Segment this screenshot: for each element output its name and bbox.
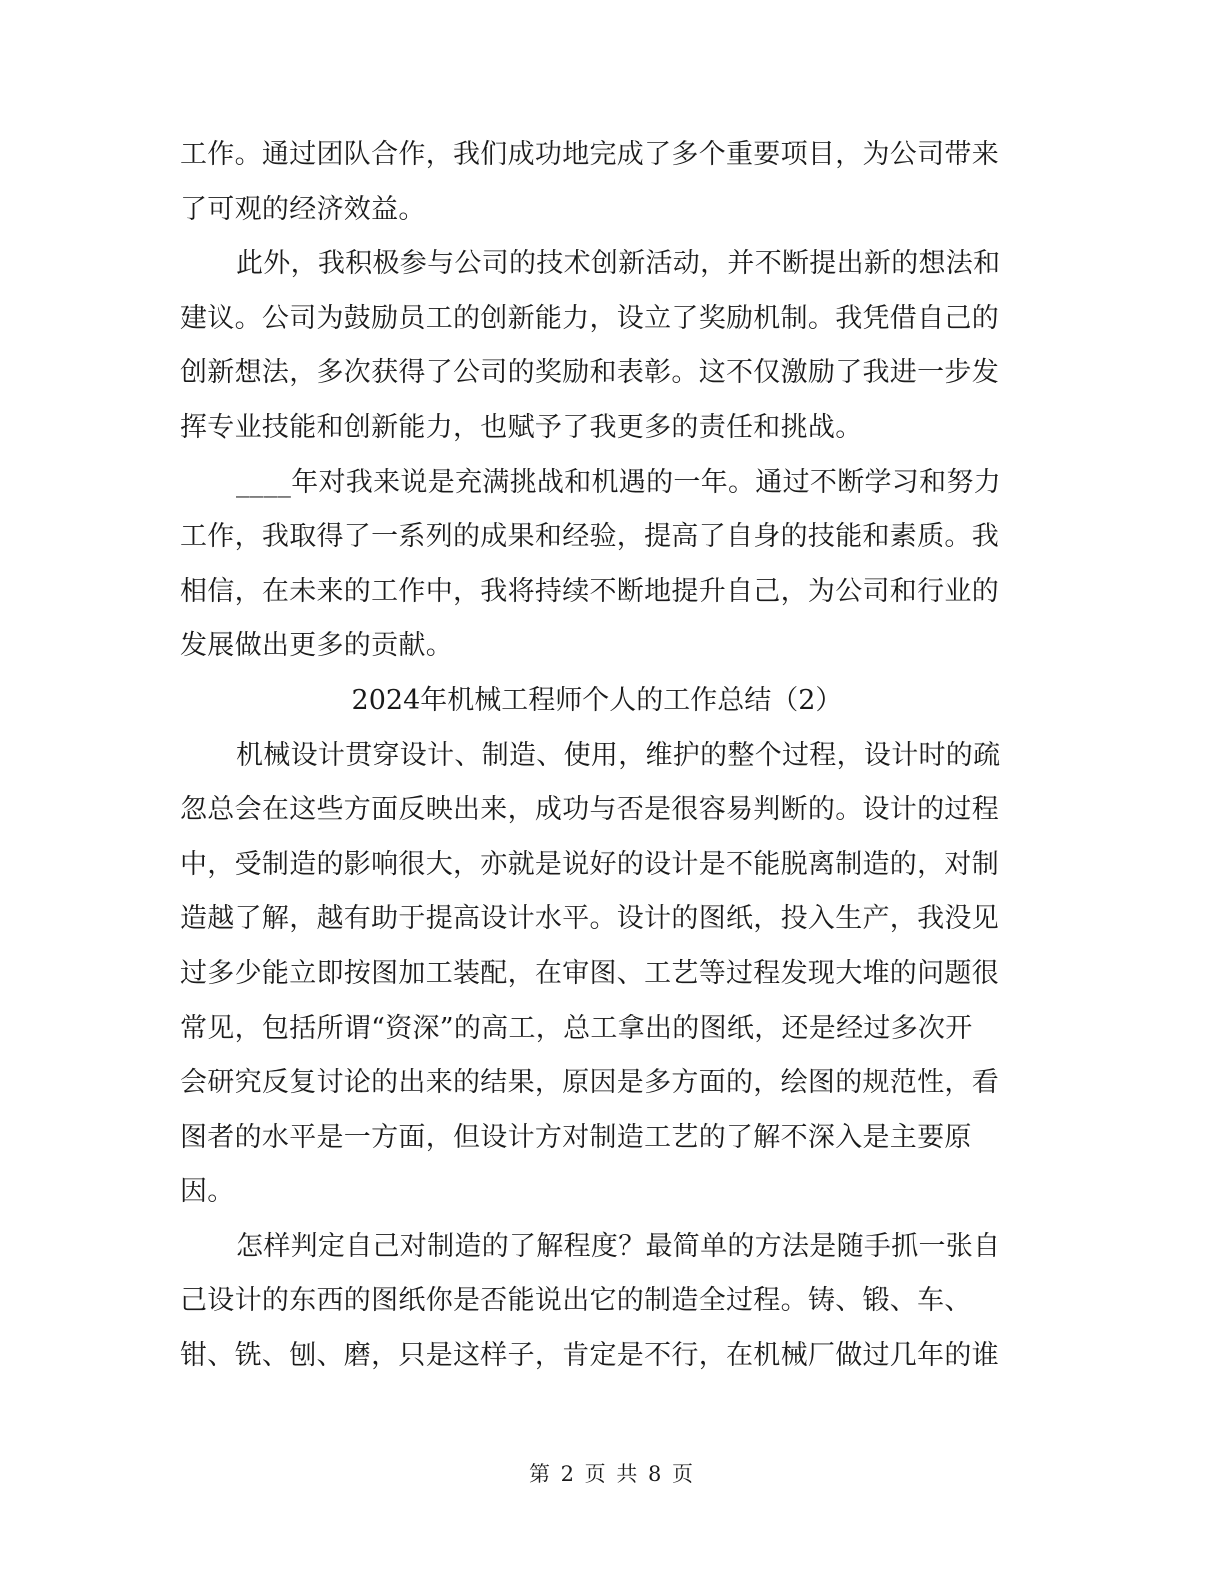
text-line: ____年对我来说是充满挑战和机遇的一年。通过不断学习和努力 [236,466,1001,498]
text-line: 常见，包括所谓“资深”的高工，总工拿出的图纸，还是经过多次开 [180,1012,973,1044]
text-line: 此外，我积极参与公司的技术创新活动，并不断提出新的想法和 [236,248,1001,280]
text-line: 工作，我取得了一系列的成果和经验，提高了自身的技能和素质。我 [180,521,999,553]
paragraph-4 [180,729,1014,1220]
text-line: 发展做出更多的贡献。 [180,630,453,662]
section-heading: 2024年机械工程师个人的工作总结（2） [351,684,843,716]
text-line: 过多少能立即按图加工装配，在审图、工艺等过程发现大堆的问题很 [180,957,999,989]
text-line: 了可观的经济效益。 [180,193,426,225]
page-number-footer: 第 2 页 共 8 页 [528,1462,696,1486]
text-line: 怎样判定自己对制造的了解程度？最简单的方法是随手抓一张自 [236,1230,1001,1262]
text-line: 会研究反复讨论的出来的结果，原因是多方面的，绘图的规范性，看 [180,1067,999,1099]
text-line: 工作。通过团队合作，我们成功地完成了多个重要项目，为公司带来 [180,139,999,170]
text-line: 相信，在未来的工作中，我将持续不断地提升自己，为公司和行业的 [180,575,999,607]
text-line: 因。 [180,1176,235,1208]
text-line: 忽总会在这些方面反映出来，成功与否是很容易判断的。设计的过程 [180,794,999,826]
text-line: 己设计的东西的图纸你是否能说出它的制造全过程。铸、锻、车、 [180,1285,972,1317]
text-line: 机械设计贯穿设计、制造、使用，维护的整个过程，设计时的疏 [236,739,1001,771]
text-line: 造越了解，越有助于提高设计水平。设计的图纸，投入生产，我没见 [180,903,999,935]
text-line: 建议。公司为鼓励员工的创新能力，设立了奖励机制。我凭借自己的 [180,302,999,334]
text-line: 挥专业技能和创新能力，也赋予了我更多的责任和挑战。 [180,411,863,443]
text-line: 图者的水平是一方面，但设计方对制造工艺的了解不深入是主要原 [180,1121,972,1153]
paragraph-2 [180,237,1014,455]
paragraph-1 [180,128,1014,237]
text-line: 中，受制造的影响很大，亦就是说好的设计是不能脱离制造的，对制 [180,848,999,880]
paragraph-5 [180,1220,1014,1384]
paragraph-3 [180,456,1014,674]
text-line: 创新想法，多次获得了公司的奖励和表彰。这不仅激励了我进一步发 [180,357,999,389]
text-line: 钳、铣、刨、磨，只是这样子，肯定是不行，在机械厂做过几年的谁 [180,1340,999,1372]
document-page [180,128,1014,1384]
